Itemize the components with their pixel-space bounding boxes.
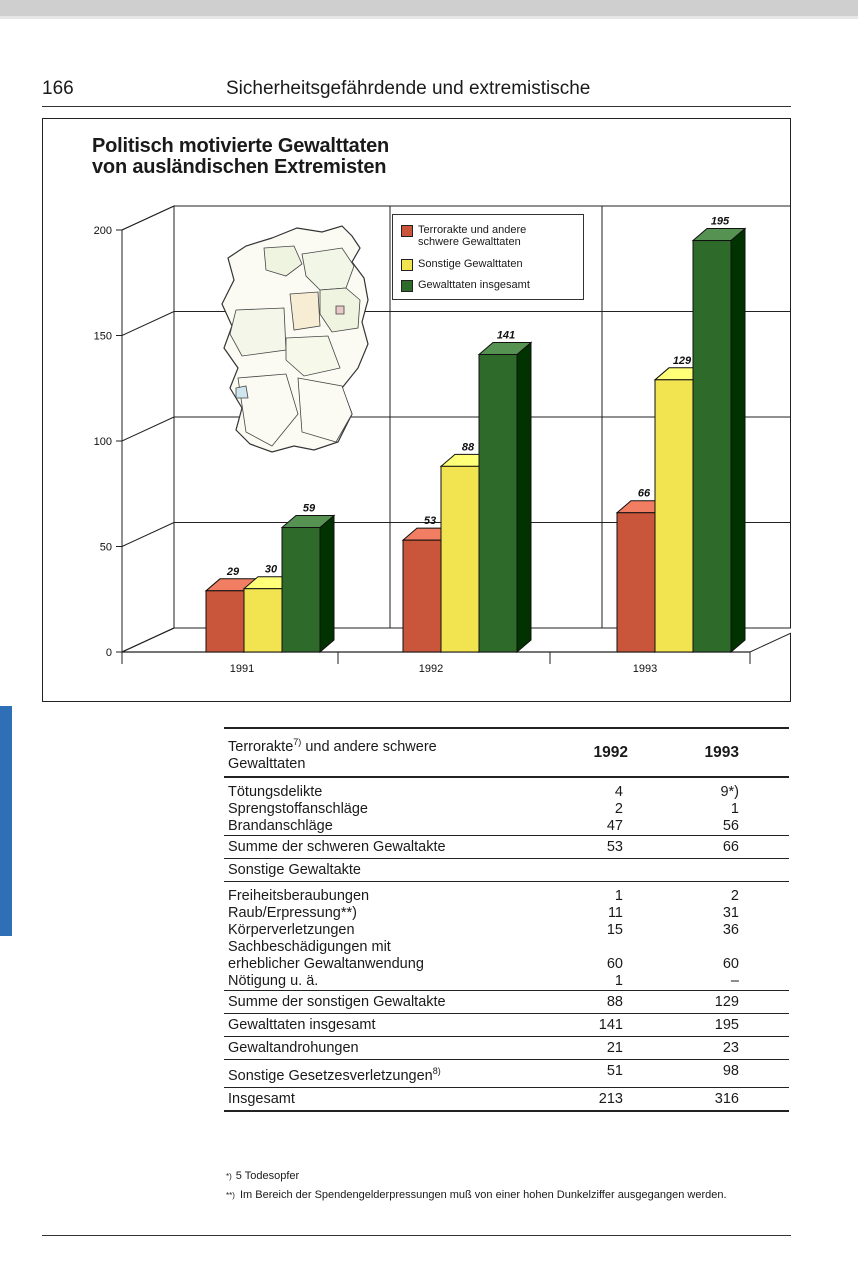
table-cell-label-text: Gewalttaten insgesamt bbox=[228, 1016, 376, 1033]
table-cell-1992: 141 bbox=[533, 1013, 629, 1036]
legend-swatch-green bbox=[401, 280, 413, 292]
table-cell-label-text: Summe der sonstigen Gewaltakte bbox=[228, 993, 446, 1010]
chart-title-line-2: von ausländischen Extremisten bbox=[92, 156, 387, 178]
table-cell-1992: 88 bbox=[533, 990, 629, 1013]
legend-label-insgesamt: Gewalttaten insgesamt bbox=[418, 279, 530, 291]
table-cell-1993 bbox=[629, 858, 789, 881]
germany-map-state-south bbox=[298, 378, 352, 442]
table-cell-label bbox=[224, 973, 533, 991]
table-cell-1992: 1 bbox=[533, 881, 629, 905]
x-tick-label: 1993 bbox=[632, 663, 658, 675]
table-cell-1993: 31 bbox=[722, 904, 739, 921]
grid-diagonal bbox=[122, 523, 174, 547]
x-tick-label: 1992 bbox=[418, 663, 444, 675]
table-cell-1993: 1 bbox=[730, 800, 739, 817]
bar-value-label: 129 bbox=[672, 354, 692, 367]
chart-legend bbox=[392, 214, 584, 300]
header-label-rest: und andere schwere bbox=[301, 738, 437, 755]
bar-value-label: 141 bbox=[496, 329, 516, 342]
table-cell-label bbox=[224, 1087, 533, 1111]
bar bbox=[693, 241, 731, 652]
table-cell-label bbox=[224, 1036, 533, 1059]
y-tick-label: 100 bbox=[93, 436, 112, 448]
table-cell-label-text: Tötungsdelikte bbox=[228, 783, 323, 800]
bar bbox=[244, 589, 282, 652]
header-rule bbox=[42, 106, 791, 107]
table-cell-1993: – bbox=[730, 972, 739, 989]
legend-item-sonstige bbox=[401, 258, 523, 271]
table-header-1992: 1992 bbox=[533, 728, 629, 777]
legend-item-insgesamt bbox=[401, 279, 530, 292]
y-tick-label: 0 bbox=[105, 647, 112, 659]
legend-label-terrorakte bbox=[418, 224, 526, 248]
table-cell-1992: 60 bbox=[606, 955, 623, 972]
table-cell-label-text: Summe der schweren Gewaltakte bbox=[228, 838, 446, 855]
grid-diagonal bbox=[122, 312, 174, 336]
table-cell-1992: 2 bbox=[614, 800, 623, 817]
table-row bbox=[224, 922, 789, 939]
table-cell-1992: 47 bbox=[606, 817, 623, 834]
legend-label-sonstige: Sonstige Gewalttaten bbox=[418, 258, 523, 270]
running-header: Sicherheitsgefährdende und extremistische bbox=[226, 78, 591, 99]
bar bbox=[403, 540, 441, 652]
table-cell-label-text: Freiheitsberaubungen bbox=[228, 887, 370, 904]
bar bbox=[479, 354, 517, 652]
table-row bbox=[224, 858, 789, 881]
table-cell-1993 bbox=[629, 939, 789, 956]
table-cell-label bbox=[224, 858, 533, 881]
table-cell-label bbox=[224, 956, 533, 973]
legend-label-terrorakte-line2: schwere Gewalttaten bbox=[418, 236, 521, 248]
table-cell-label-text: Sachbeschädigungen mit bbox=[228, 938, 391, 955]
bar bbox=[206, 591, 244, 652]
legend-swatch-red bbox=[401, 225, 413, 237]
table-cell-label bbox=[224, 905, 533, 922]
page-number: 166 bbox=[42, 78, 74, 99]
bar-value-label: 88 bbox=[461, 441, 475, 454]
table-cell-1992: 53 bbox=[533, 835, 629, 858]
margin-marker-bar bbox=[0, 706, 12, 936]
table-cell-label bbox=[224, 990, 533, 1013]
table-row bbox=[224, 939, 789, 956]
footnote-1 bbox=[226, 1170, 299, 1183]
table-cell-1993: 60 bbox=[722, 955, 739, 972]
table-cell-label-text: Sonstige Gesetzesverletzungen bbox=[228, 1067, 433, 1084]
legend-item-terrorakte bbox=[401, 224, 526, 248]
table-cell-label-text: erheblicher Gewaltanwendung bbox=[228, 955, 424, 972]
table-cell-1993: 195 bbox=[629, 1013, 789, 1036]
table-cell-1992: 51 bbox=[533, 1059, 629, 1087]
y-tick-label: 150 bbox=[93, 330, 112, 343]
germany-map bbox=[222, 226, 368, 452]
table-row bbox=[224, 905, 789, 922]
table-header-row bbox=[224, 728, 789, 777]
germany-map-state-saxony-anhalt bbox=[290, 292, 320, 330]
table-cell-label-text: Sprengstoffanschläge bbox=[228, 800, 369, 817]
table-row bbox=[224, 1013, 789, 1036]
chart-title-line-1: Politisch motivierte Gewalttaten bbox=[92, 135, 390, 157]
y-tick-label: 200 bbox=[93, 225, 112, 237]
table-cell-1993: 36 bbox=[722, 921, 739, 938]
table-header-label bbox=[224, 728, 533, 777]
table-cell-label-text: Sonstige Gewaltakte bbox=[228, 861, 361, 878]
footnote-2 bbox=[226, 1189, 791, 1202]
table-cell-1993: 129 bbox=[629, 990, 789, 1013]
table-cell-1992: 15 bbox=[606, 921, 623, 938]
bar-value-label: 59 bbox=[302, 502, 316, 515]
scan-top-edge-shade bbox=[0, 16, 858, 19]
x-tick-label: 1991 bbox=[229, 663, 255, 675]
bar-value-label: 66 bbox=[637, 487, 651, 500]
table-cell-label bbox=[224, 922, 533, 939]
statistics-table bbox=[224, 727, 789, 1112]
footnote-1-text: 5 Todesopfer bbox=[235, 1170, 300, 1182]
table-cell-1992: 11 bbox=[607, 904, 623, 921]
germany-map-saarland bbox=[236, 386, 248, 398]
footnote-1-mark: *) bbox=[226, 1172, 232, 1181]
germany-map-berlin bbox=[336, 306, 344, 314]
table-cell-label-text: Gewaltandrohungen bbox=[228, 1039, 359, 1056]
table-cell-1993: 2 bbox=[629, 881, 789, 905]
table-row bbox=[224, 801, 789, 818]
table-row bbox=[224, 777, 789, 801]
table-cell-1993: 23 bbox=[629, 1036, 789, 1059]
bar-value-label: 29 bbox=[226, 565, 240, 578]
table-cell-label bbox=[224, 818, 533, 836]
table-cell-1992 bbox=[533, 939, 629, 956]
table-cell-1992: 21 bbox=[533, 1036, 629, 1059]
bar bbox=[282, 528, 320, 652]
table-cell-label bbox=[224, 801, 533, 818]
table-row bbox=[224, 1059, 789, 1087]
header-label-line2: Gewalttaten bbox=[228, 755, 306, 772]
bar-side bbox=[517, 342, 531, 652]
table-cell-footnote-mark: 8) bbox=[432, 1065, 441, 1076]
table-cell-label-text: Körperverletzungen bbox=[228, 921, 355, 938]
bar-value-label: 30 bbox=[264, 563, 278, 576]
table-cell-label bbox=[224, 881, 533, 905]
table-cell-1993: 66 bbox=[629, 835, 789, 858]
table-cell-1992 bbox=[533, 858, 629, 881]
grid-diagonal bbox=[122, 417, 174, 441]
table-cell-label bbox=[224, 1059, 533, 1087]
bar-side bbox=[320, 516, 334, 652]
table-cell-1993: 9*) bbox=[720, 783, 739, 800]
footnote-2-text: Im Bereich der Spendengelderpressungen muß von einer hohen Dunkelziffer ausgegangen werden. bbox=[240, 1189, 727, 1201]
table-cell-1993: 56 bbox=[722, 817, 739, 834]
y-tick-label: 50 bbox=[99, 541, 112, 554]
grid-diagonal bbox=[122, 206, 174, 230]
table-cell-label-text: Raub/Erpressung**) bbox=[228, 904, 357, 921]
table-row bbox=[224, 1087, 789, 1111]
chart-title bbox=[92, 136, 389, 178]
table-cell-label bbox=[224, 777, 533, 801]
table-row bbox=[224, 990, 789, 1013]
table-row bbox=[224, 1036, 789, 1059]
table-cell-label-text: Nötigung u. ä. bbox=[228, 972, 319, 989]
scan-top-edge bbox=[0, 0, 858, 16]
table-cell-1992: 4 bbox=[614, 783, 623, 800]
table-cell-1992: 1 bbox=[614, 972, 623, 989]
bar-value-label: 195 bbox=[710, 215, 730, 228]
germany-map-state-west bbox=[230, 308, 286, 356]
legend-label-terrorakte-line1: Terrorakte und andere bbox=[418, 224, 527, 236]
header-footnote-mark: 7) bbox=[293, 737, 302, 747]
table-cell-label bbox=[224, 939, 533, 956]
table-row bbox=[224, 835, 789, 858]
table-cell-1993: 98 bbox=[629, 1059, 789, 1087]
bar bbox=[655, 380, 693, 652]
table-header-1993: 1993 bbox=[629, 728, 789, 777]
bar-chart bbox=[42, 118, 791, 702]
table-row bbox=[224, 818, 789, 836]
header-label-main: Terrorakte bbox=[228, 738, 294, 755]
table-row bbox=[224, 973, 789, 991]
bar bbox=[617, 513, 655, 652]
bar-value-label: 53 bbox=[423, 515, 437, 528]
table-cell-label bbox=[224, 1013, 533, 1036]
bottom-rule bbox=[42, 1235, 791, 1236]
table-cell-label bbox=[224, 835, 533, 858]
table-row bbox=[224, 956, 789, 973]
table-cell-label-text: Insgesamt bbox=[228, 1090, 295, 1107]
legend-swatch-yellow bbox=[401, 259, 413, 271]
bar-side bbox=[731, 229, 745, 652]
table-row bbox=[224, 881, 789, 905]
table-cell-label-text: Brandanschläge bbox=[228, 817, 333, 834]
table-cell-1993: 316 bbox=[629, 1087, 789, 1111]
table-cell-1992: 213 bbox=[533, 1087, 629, 1111]
footnote-2-mark: **) bbox=[226, 1191, 235, 1200]
bar bbox=[441, 466, 479, 652]
